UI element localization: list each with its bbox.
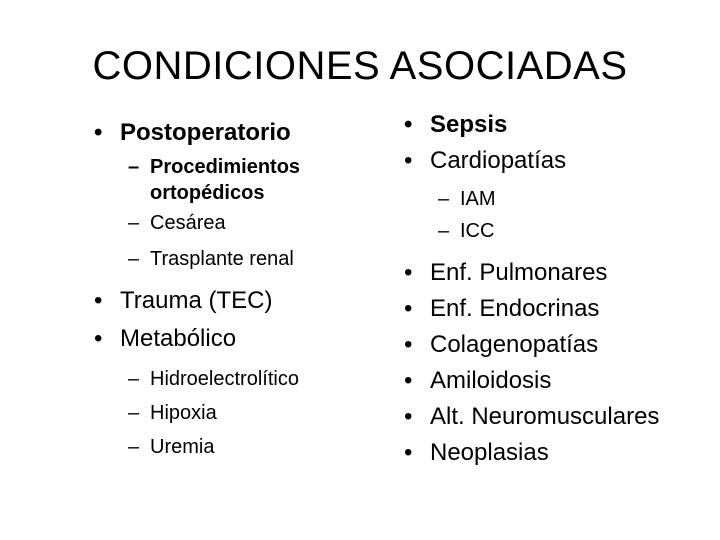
- dash-icon: –: [128, 368, 140, 390]
- list-item-metabolico: [94, 324, 394, 354]
- list-item-label: Enf. Endocrinas: [430, 295, 600, 322]
- sub-item-procedimientos: [94, 154, 380, 206]
- dash-icon: –: [438, 220, 450, 242]
- list-item-sepsis: [404, 110, 714, 140]
- sub-item-label: Hipoxia: [150, 402, 217, 424]
- list-item-label: Trauma (TEC): [120, 287, 273, 314]
- sub-item-label: Trasplante renal: [150, 248, 294, 270]
- bullet-icon: •: [404, 367, 413, 394]
- list-item-colagenopatias: [404, 330, 714, 360]
- sub-item-label: Procedimientos ortopédicos: [150, 156, 301, 204]
- dash-icon: –: [128, 212, 140, 234]
- list-item-label: Neoplasias: [430, 439, 549, 466]
- list-item-label: Metabólico: [120, 325, 237, 352]
- sub-item-cesarea: [94, 210, 394, 236]
- list-item-neoplasias: [404, 438, 714, 468]
- bullet-icon: •: [404, 147, 413, 174]
- list-item-amiloidosis: [404, 366, 714, 396]
- sub-item-hipoxia: [94, 400, 394, 426]
- sub-item-uremia: [94, 434, 394, 460]
- list-item-label: Cardiopatías: [430, 147, 567, 174]
- bullet-icon: •: [94, 325, 103, 352]
- sub-item-hidroelectrolitico: [94, 366, 394, 392]
- list-item-postoperatorio: [94, 118, 394, 148]
- sub-item-label: IAM: [460, 188, 496, 210]
- sub-item-iam: [404, 186, 714, 212]
- dash-icon: –: [128, 402, 140, 424]
- bullet-icon: •: [404, 295, 413, 322]
- bullet-icon: •: [404, 331, 413, 358]
- sub-item-label: ICC: [460, 220, 495, 242]
- list-item-label: Sepsis: [430, 111, 508, 138]
- list-item-enf-pulmonares: [404, 258, 714, 288]
- bullet-icon: •: [94, 119, 103, 146]
- list-item-cardiopatias: [404, 146, 714, 176]
- dash-icon: –: [128, 156, 140, 178]
- bullet-icon: •: [404, 111, 413, 138]
- list-item-label: Alt. Neuromusculares: [430, 403, 660, 430]
- list-item-alt-neuromusculares: [404, 402, 660, 432]
- sub-item-label: Cesárea: [150, 212, 226, 234]
- sub-item-label: Hidroelectrolítico: [150, 368, 299, 390]
- sub-item-icc: [404, 218, 714, 244]
- sub-item-label: Uremia: [150, 436, 215, 458]
- list-item-label: Enf. Pulmonares: [430, 259, 608, 286]
- dash-icon: –: [438, 188, 450, 210]
- bullet-icon: •: [404, 439, 413, 466]
- bullet-icon: •: [94, 287, 103, 314]
- dash-icon: –: [128, 248, 140, 270]
- right-column: [404, 110, 714, 468]
- bullet-icon: •: [404, 403, 413, 430]
- dash-icon: –: [128, 436, 140, 458]
- list-item-trauma: [94, 286, 394, 316]
- list-item-label: Colagenopatías: [430, 331, 599, 358]
- list-item-label: Amiloidosis: [430, 367, 552, 394]
- list-item-enf-endocrinas: [404, 294, 714, 324]
- bullet-icon: •: [404, 259, 413, 286]
- sub-item-trasplante: [94, 246, 394, 272]
- slide-title: CONDICIONES ASOCIADAS: [92, 44, 628, 88]
- list-item-label: Postoperatorio: [120, 119, 291, 146]
- left-column: [94, 118, 394, 460]
